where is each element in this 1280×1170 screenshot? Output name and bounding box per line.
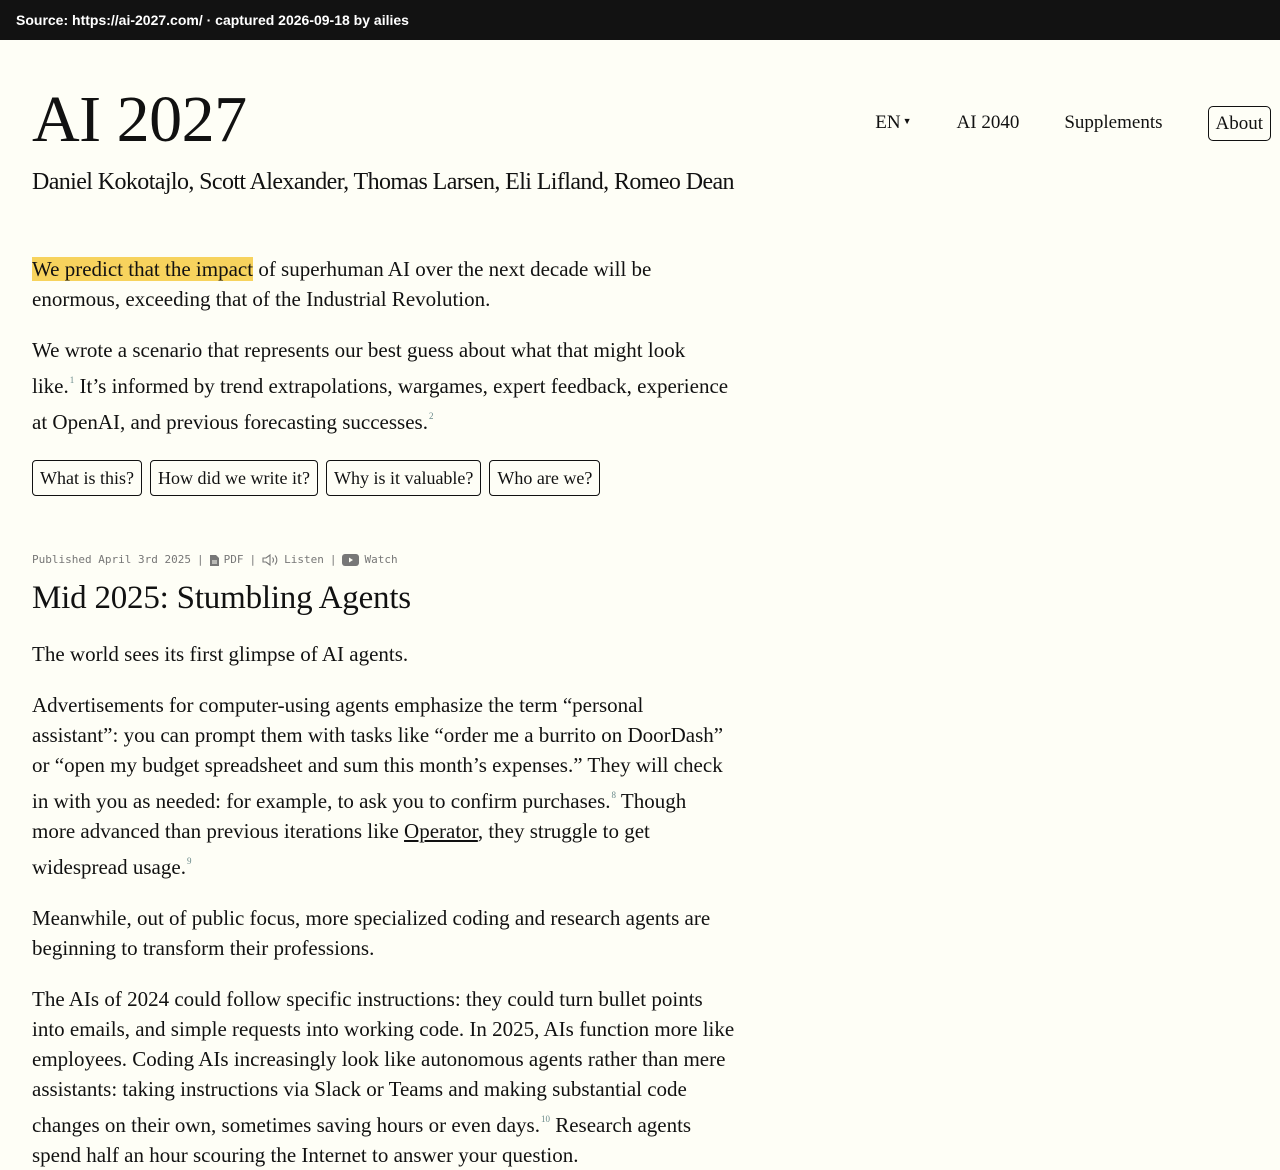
caret-down-icon: ▼ xyxy=(902,116,912,127)
info-button-row xyxy=(32,460,737,496)
section-p2-text-2: Though more advanced than previous iterations like xyxy=(32,789,687,843)
section-p2-text-3: , they struggle to get widespread usage. xyxy=(32,819,650,879)
source-banner: Source: https://ai-2027.com/ · captured 2026-09-18 by ailies xyxy=(0,0,1280,40)
video-play-icon xyxy=(342,554,359,566)
author-list: Daniel Kokotajlo, Scott Alexander, Thomas Larsen, Eli Lifland, Romeo Dean xyxy=(32,169,734,195)
section-paragraph-2 xyxy=(32,690,732,882)
intro-p2-text: We wrote a scenario that represents our best guess about what that might look like. xyxy=(32,338,686,398)
top-nav xyxy=(875,105,1271,141)
watch-label: Watch xyxy=(364,553,398,566)
how-did-we-write-it-button[interactable]: How did we write it? xyxy=(150,460,318,496)
footnote-2[interactable]: 2 xyxy=(428,411,434,421)
footnote-1[interactable]: 1 xyxy=(69,375,75,385)
section-paragraph-3: Meanwhile, out of public focus, more specialized coding and research agents are beginning to transform their professions. xyxy=(32,906,711,960)
divider: | xyxy=(196,553,204,566)
who-are-we-button[interactable]: Who are we? xyxy=(489,460,600,496)
section-paragraph-4 xyxy=(32,984,737,1170)
nav-link-about[interactable]: About xyxy=(1208,106,1272,141)
nav-link-ai-2040[interactable]: AI 2040 xyxy=(956,112,1020,133)
highlighted-text: We predict that the impact xyxy=(32,257,254,281)
divider: | xyxy=(329,553,337,566)
section-p4-text-2: Research agents spend half an hour scouring the Internet to answer your question. xyxy=(32,1113,692,1167)
main-content xyxy=(32,254,737,1170)
operator-link[interactable]: Operator xyxy=(404,819,478,843)
watch-link[interactable] xyxy=(342,552,397,568)
footnote-9[interactable]: 9 xyxy=(186,856,192,866)
what-is-this-button[interactable]: What is this? xyxy=(32,460,142,496)
listen-link[interactable] xyxy=(262,552,324,568)
intro-paragraph-1 xyxy=(32,254,692,314)
pdf-label: PDF xyxy=(223,553,244,566)
section-paragraph-1: The world sees its first glimpse of AI agents. xyxy=(32,642,409,666)
nav-link-supplements[interactable]: Supplements xyxy=(1064,112,1163,133)
why-is-it-valuable-button[interactable]: Why is it valuable? xyxy=(326,460,481,496)
language-selector[interactable] xyxy=(875,105,911,142)
divider: | xyxy=(249,553,257,566)
published-date: Published April 3rd 2025 xyxy=(32,553,191,566)
site-title[interactable]: AI 2027 xyxy=(32,83,247,156)
listen-label: Listen xyxy=(284,553,324,566)
pdf-link[interactable] xyxy=(210,552,244,568)
section-p2-text: Advertisements for computer-using agents emphasize the term “personal assistant”: you can prompt them with tasks like “order me a burrito on DoorDash” or “open my budget spreadsheet and sum this month’s expenses.” They will check in with you as needed: for example, to ask you to confirm purchases. xyxy=(32,693,724,813)
intro-paragraph-2 xyxy=(32,335,732,437)
publication-meta xyxy=(32,552,737,568)
section-p4-text: The AIs of 2024 could follow specific instructions: they could turn bullet points into emails, and simple requests into working code. In 2025, AIs function more like employees. Coding AIs increasingly look like autonomous agents rather than mere assistants: taking instructions via Slack or Teams and making substantial code changes on their own, sometimes saving hours or even days. xyxy=(32,987,735,1137)
language-label: EN xyxy=(875,111,901,133)
intro-p1-text: of superhuman AI over the next decade will be enormous, exceeding that of the Industrial Revolution. xyxy=(32,257,652,311)
intro-p2-text-2: It’s informed by trend extrapolations, wargames, expert feedback, experience at OpenAI, and previous forecasting successes. xyxy=(32,374,729,434)
footnote-10[interactable]: 10 xyxy=(540,1114,550,1124)
file-icon xyxy=(210,555,219,566)
speaker-icon xyxy=(262,554,279,566)
section-heading: Mid 2025: Stumbling Agents xyxy=(32,580,411,616)
footnote-8[interactable]: 8 xyxy=(611,790,617,800)
